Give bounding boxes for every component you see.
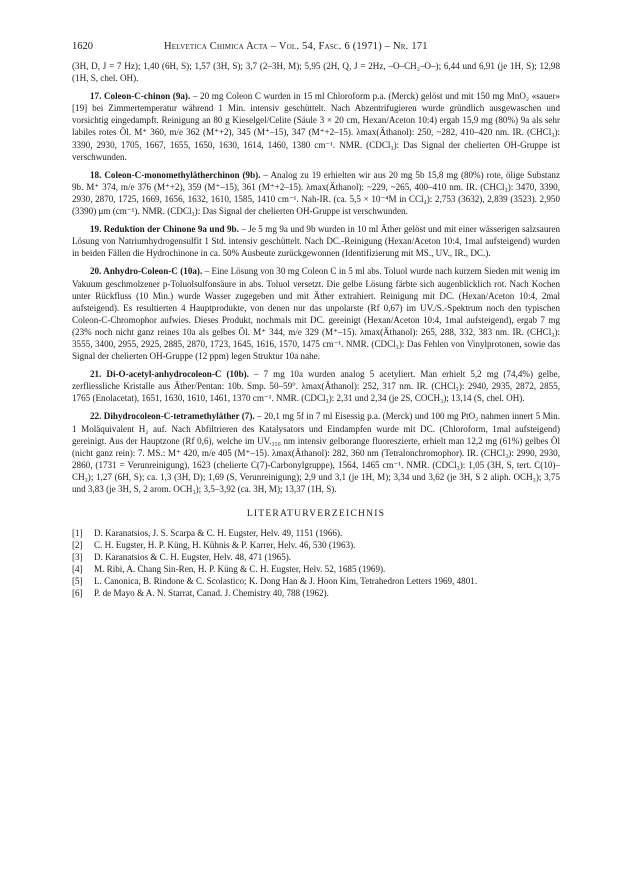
- reference-item: [72, 539, 560, 551]
- reference-item: [72, 551, 560, 563]
- reference-text: L. Canonica, B. Rindone & C. Scolastico; K. Dong Han & J. Hoon Kim, Tetrahedron Letters 1969, 4801.: [94, 576, 478, 587]
- section-heading: 21. Di-O-acetyl-anhydrocoleon-C (10b).: [90, 369, 249, 380]
- section-body: – 20,1 mg 5f in 7 ml Eisessig p.a. (Merck) und 100 mg PtO₂ nahmen innert 5 Min. 1 Moläquivalent H₂ auf. Nach Abfiltrieren des Katalysators und Eindampfen wurde mit DC. (Chloroform, 1mal aufsteigend) gereinigt. Aus der Hauptzone (Rf 0,6), welche im UV.₃₅₀ nm intensiv gelborange fluoreszierte, erhielt man 12,2 mg (61%) gelbes Öl (nicht ganz rein): 7. MS.: M⁺ 420, m/e 405 (M⁺–15). λmax(Äthanol): 282, 360 nm (Tetralonchromophor). IR. (CHCl₃): 2990, 2930, 2860, (1731 = Verunreinigung), 1623 (chelierte C(7)-Carbonylgruppe), 1564, 1465 cm⁻¹. NMR. (CDCl₃): 1,05 (3H, S, tert. C(10)–CH₃); 1,27 (6H, S); ca. 1,3 (3H, D); 1,69 (S, Verunreinigung); 2,9 und 3,1 (je 1H, M); 3,34 und 3,62 (je 3H, S 2 aliph. OCH₃); 3,75 und 3,83 (je 3H, S, 2 arom. OCH₃); 3,5–3,92 (ca. 3H, M); 13,37 (1H, S).: [72, 411, 560, 494]
- reference-number: [2]: [72, 540, 83, 551]
- reference-text: C. H. Eugster, H. P. Küng, H. Kühnis & P. Karrer, Helv. 46, 530 (1963).: [94, 540, 356, 551]
- section-20: [72, 265, 560, 362]
- section-17: [72, 90, 560, 163]
- intro-paragraph: (3H, D, J = 7 Hz); 1,40 (6H, S); 1,57 (3H, S); 3,7 (2–3H, M); 5,95 (2H, Q, J = 2Hz, –O–CH₂–O–); 6,44 und 6,91 (je 1H, S); 12,98 (1H, S, chel. OH).: [72, 61, 560, 84]
- section-19: [72, 223, 560, 259]
- references-title: LITERATURVERZEICHNIS: [246, 508, 386, 520]
- reference-number: [3]: [72, 552, 83, 563]
- reference-text: D. Karanatsios & C. H. Eugster, Helv. 48, 471 (1965).: [94, 552, 292, 563]
- section-heading: 18. Coleon-C-monomethylätherchinon (9b).: [90, 169, 261, 180]
- section-heading: 17. Coleon-C-chinon (9a).: [90, 91, 191, 102]
- section-body: – 20 mg Coleon C wurden in 15 ml Chloroform p.a. (Merck) gelöst und mit 150 mg MnO₂ «sauer» [19] bei Zimmertemperatur während 1 Min. intensiv geschüttelt. Nach Abzentrifugieren wurde gründlich ausgewaschen und vorsichtig eingedampft. Reinigung an 80 g Kieselgel/Celite (Säule 3 × 20 cm, Hexan/Aceton 10:4) ergab 15,9 mg (80%) 9a als sehr labiles rotes Öl. M⁺ 360, m/e 362 (M⁺+2), 345 (M⁺–15), 347 (M⁺+2–15). λmax(Äthanol): 250, ~282, 410–420 nm. IR. (CHCl₃): 3390, 2930, 1705, 1667, 1655, 1650, 1630, 1614, 1460, 1380 cm⁻¹. NMR. (CDCl₃): Das Signal der chelierten OH-Gruppe ist verschwunden.: [72, 91, 560, 162]
- section-22: [72, 410, 560, 495]
- running-title: Helvetica Chimica Acta – Vol. 54, Fasc. 6 (1971) – Nr. 171: [164, 41, 428, 52]
- reference-text: M. Ribi, A. Chang Sin-Ren, H. P. Küng & C. H. Eugster, Helv. 52, 1685 (1969).: [94, 564, 386, 575]
- section-21: [72, 368, 560, 404]
- reference-text: P. de Mayo & A. N. Starrat, Canad. J. Chemistry 40, 788 (1962).: [94, 588, 329, 599]
- page-number: 1620: [72, 41, 93, 52]
- section-heading: 19. Reduktion der Chinone 9a und 9b.: [90, 224, 239, 235]
- section-18: [72, 169, 560, 217]
- reference-list: [72, 527, 560, 599]
- reference-number: [5]: [72, 576, 83, 587]
- reference-text: D. Karanatsios, J. S. Scarpa & C. H. Eugster, Helv. 49, 1151 (1966).: [94, 528, 343, 539]
- reference-number: [4]: [72, 564, 83, 575]
- section-body: – 7 mg 10a wurden analog 5 acetyliert. Man erhielt 5,2 mg (74,4%) gelbe, zerfliessliche Kristalle aus Äther/Pentan: 10b. Smp. 50–59°. λmax(Äthanol): 252, 317 nm. IR. (CHCl₃): 2940, 2935, 2872, 2855, 1765 (Enolacetat), 1651, 1630, 1610, 1461, 1370 cm⁻¹. NMR. (CDCl₃): 2,31 und 2,34 (je 2S, COCH₃); 13,14 (S, chel. OH).: [72, 369, 560, 404]
- reference-number: [1]: [72, 528, 83, 539]
- section-body: – Analog zu 19 erhielten wir aus 20 mg 5b 15,8 mg (80%) rote, ölige Substanz 9b. M⁺ 374, m/e 376 (M⁺+2), 359 (M⁺–15), 361 (M⁺+2–15). λmax(Äthanol): ~229, ~265, 400–410 nm. IR. (CHCl₃): 3470, 3390, 2930, 2870, 1725, 1669, 1656, 1632, 1610, 1585, 1410 cm⁻¹. Nah-IR. (ca. 5,5 × 10⁻⁴M in CCl₄): 2,753 (3632), 2,839 (3523). 2,950 (3390) μm (cm⁻¹). NMR. (CDCl₃): Das Signal der chelierten OH-Gruppe ist verschwunden.: [72, 169, 560, 217]
- section-body: – Je 5 mg 9a und 9b wurden in 10 ml Äther gelöst und mit einer wässerigen salzsauren Lösung von Natriumhydrogensulfit 1 Std. intensiv geschüttelt. Nach DC.-Reinigung (Hexan/Aceton 10:4, 1mal aufsteigend) wurden in beiden Fällen die Hydrochinone in ca. 50% Ausbeute zurückgewonnen (Identifizierung mit MS., UV., IR., DC.).: [72, 224, 560, 259]
- reference-item: [72, 563, 560, 575]
- page-header: [72, 40, 560, 54]
- reference-item: [72, 575, 560, 587]
- section-body: – Eine Lösung von 30 mg Coleon C in 5 ml abs. Toluol wurde nach kurzem Sieden mit wenig im Vakuum geschmolzener p-Toluolsulfonsäure in abs. Toluol versetzt. Die gelbe Lösung färbte sich augenblicklich rot. Nach Kochen unter Rückfluss (10 Min.) wurde Wasser zugegeben und mit Äther extrahiert. Reinigung mit DC. (Hexan/Aceton 10:4, 2mal aufsteigend). Es resultierten 4 Hauptprodukte, von denen nur das unpolarste (Rf 0,67) im UV./S.-Spektrum noch den typischen Coleon-C-Chromophor aufwies. Dieses Produkt, nochmals mit DC. gereinigt (Hexan/Aceton 10:4, 1mal aufsteigend), ergab 7 mg (23% noch nicht ganz reines 10a als gelbes Öl. M⁺ 344, m/e 329 (M⁺–15). λmax(Äthanol): 265, 288, 332, 383 nm. IR. (CHCl₃): 3555, 3400, 2955, 2925, 2885, 2870, 1723, 1645, 1616, 1570, 1475 cm⁻¹. NMR. (CDCl₃): Das Fehlen von Vinylprotonen, sowie das Signal der chelierten OH-Gruppe (12 ppm) legen Struktur 10a nahe.: [72, 266, 560, 362]
- reference-item: [72, 527, 560, 539]
- section-heading: 20. Anhydro-Coleon-C (10a).: [90, 266, 203, 277]
- reference-item: [72, 587, 560, 599]
- section-heading: 22. Dihydrocoleon-C-tetramethyläther (7).: [90, 411, 255, 422]
- reference-number: [6]: [72, 588, 83, 599]
- journal-page: [72, 40, 560, 599]
